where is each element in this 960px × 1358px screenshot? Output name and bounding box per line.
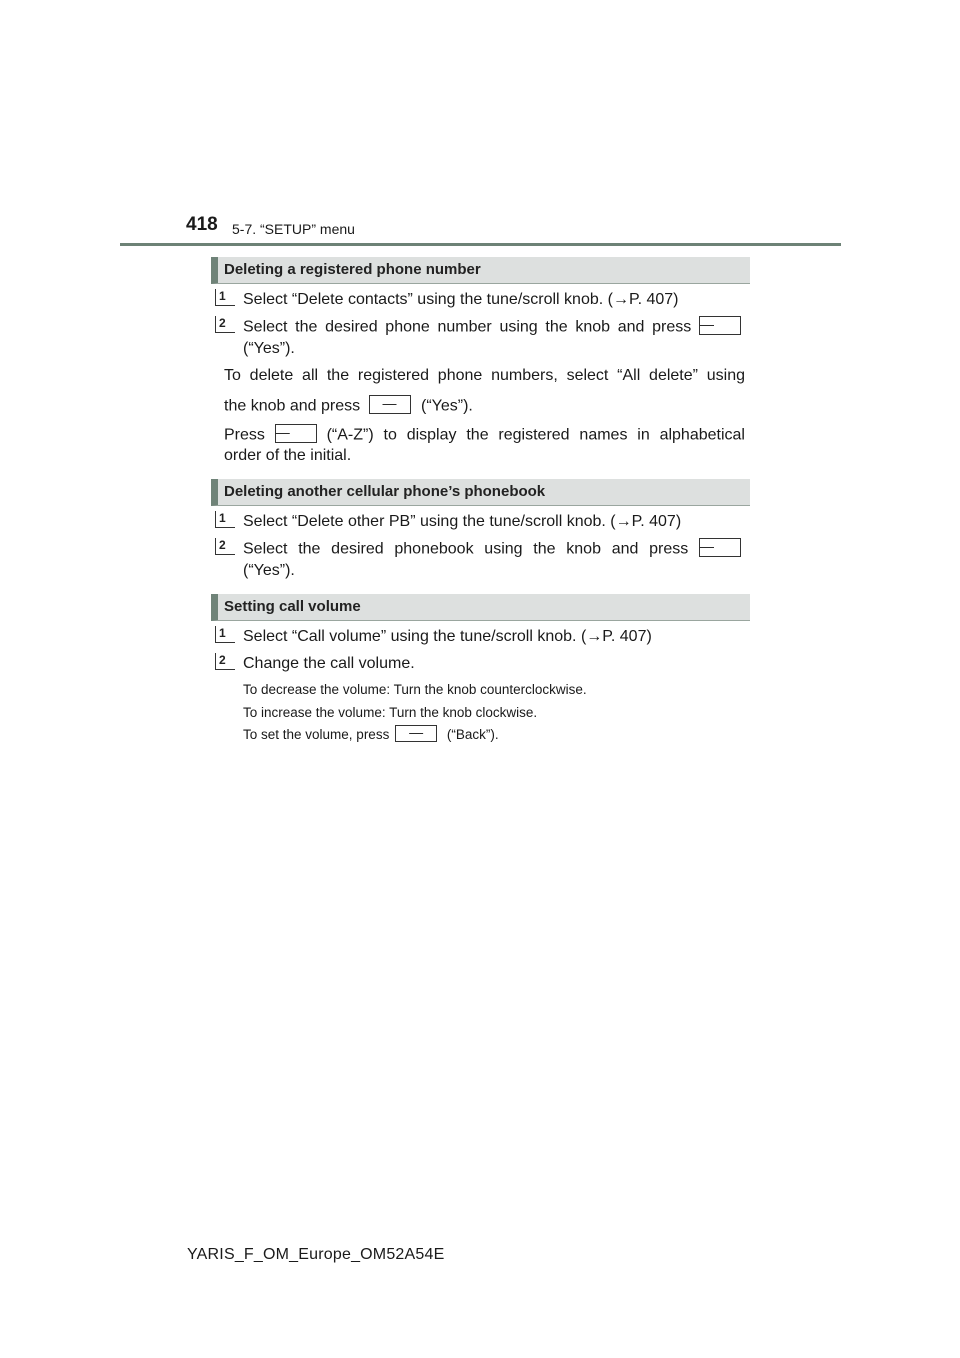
section-title: Setting call volume <box>224 598 361 615</box>
step-number: 2 <box>215 538 235 555</box>
note-text <box>224 397 473 416</box>
detail-text: To increase the volume: Turn the knob clockwise. <box>243 705 538 720</box>
step-text: Select “Delete contacts” using the tune/scroll knob. (→P. 407) <box>243 291 679 308</box>
step-number: 1 <box>215 289 235 306</box>
footer-document-code: YARIS_F_OM_Europe_OM52A54E <box>187 1246 445 1263</box>
section-heading-delete-phone-number <box>211 257 750 284</box>
step-number: 2 <box>215 653 235 670</box>
section-heading-call-volume <box>211 594 750 621</box>
step-text: Change the call volume. <box>243 655 415 672</box>
detail-text-part: (“Back”). <box>446 727 499 743</box>
note-text-part: (“Yes”). <box>421 397 473 415</box>
yes-button-icon: — <box>699 316 741 335</box>
step-text: Select “Delete other PB” using the tune/scroll knob. (→P. 407) <box>243 513 682 530</box>
step-text-cont: (“Yes”). <box>243 562 295 579</box>
section-title: Deleting another cellular phone’s phonebook <box>224 483 546 500</box>
note-text: To delete all the registered phone numbers, select “All delete” using <box>224 367 745 384</box>
step-text <box>243 540 741 559</box>
yes-button-icon: — <box>699 538 741 557</box>
a-z-button-icon: — <box>275 424 317 443</box>
note-text-cont: order of the initial. <box>224 447 352 464</box>
step-text-part: Select the desired phonebook using the knob and press <box>243 540 689 558</box>
step-number: 1 <box>215 626 235 643</box>
detail-text <box>243 724 499 744</box>
step-text-cont: (“Yes”). <box>243 340 295 357</box>
yes-button-icon: — <box>369 395 411 414</box>
note-text-part: Press <box>224 426 265 444</box>
section-path: 5-7. “SETUP” menu <box>232 221 355 237</box>
page-number: 418 <box>186 214 218 235</box>
step-text: Select “Call volume” using the tune/scroll knob. (→P. 407) <box>243 628 652 645</box>
note-text-part: the knob and press <box>224 397 361 415</box>
note-text <box>224 426 745 445</box>
step-number: 2 <box>215 316 235 333</box>
step-text-part: Select the desired phone number using the knob and press <box>243 318 692 336</box>
header-divider <box>120 243 841 246</box>
step-text <box>243 318 741 337</box>
step-number: 1 <box>215 511 235 528</box>
detail-text: To decrease the volume: Turn the knob counterclockwise. <box>243 682 587 697</box>
detail-text-part: To set the volume, press <box>243 727 390 743</box>
section-title: Deleting a registered phone number <box>224 261 481 278</box>
section-heading-delete-other-phonebook <box>211 479 750 506</box>
note-text-part: (“A-Z”) to display the registered names in alphabetical <box>326 426 745 444</box>
back-button-icon: — <box>395 725 437 742</box>
